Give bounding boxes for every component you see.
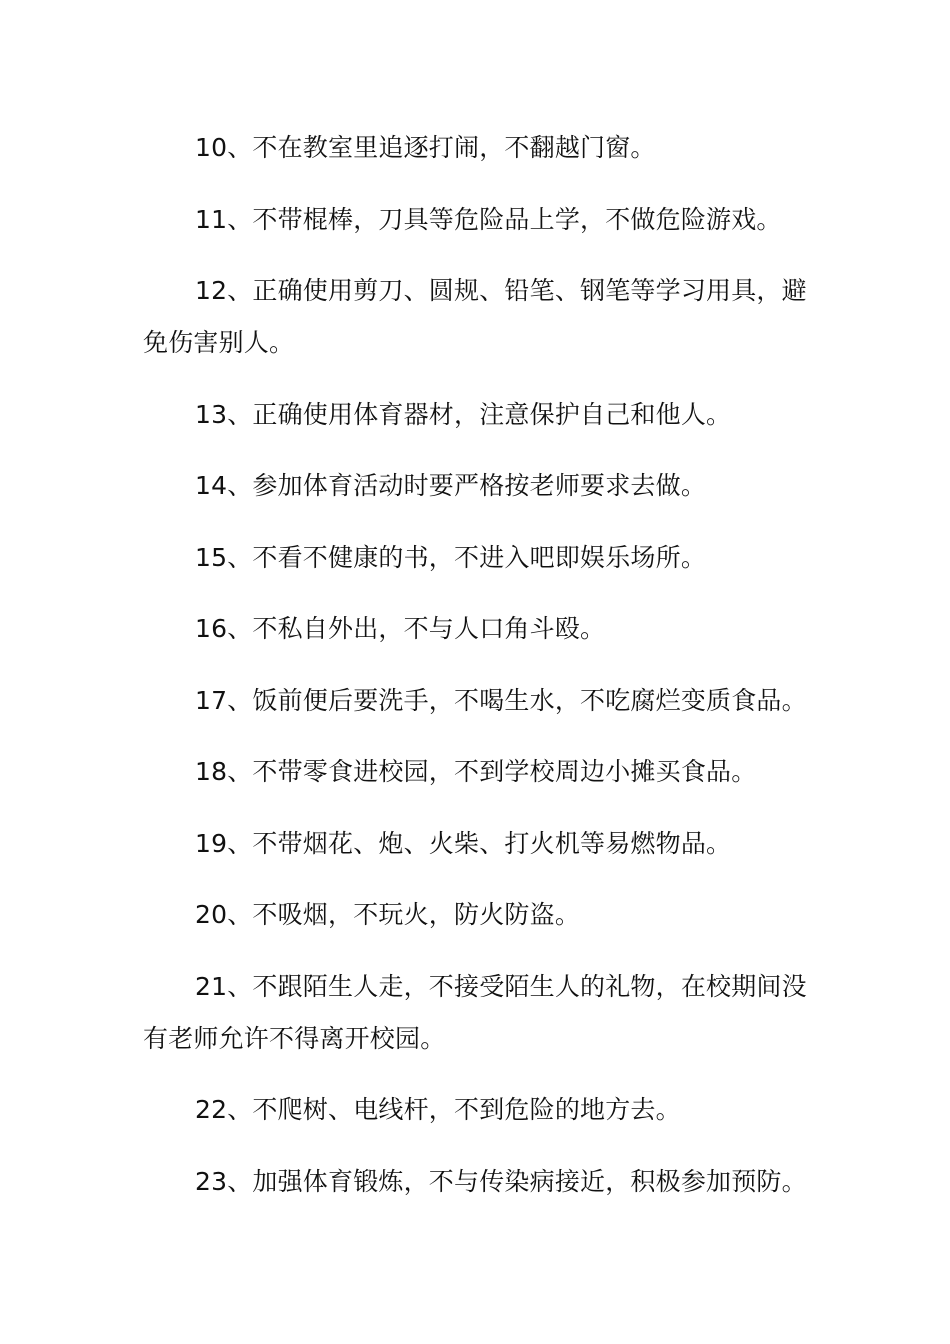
rule-paragraph-13: 13、正确使用体育器材，注意保护自己和他人。 (195, 399, 732, 429)
rule-paragraph-18: 18、不带零食进校园，不到学校周边小摊买食品。 (195, 757, 757, 786)
rule-paragraph-23: 23、加强体育锻炼，不与传染病接近，积极参加预防。 (195, 1166, 807, 1196)
rule-paragraph-19: 19、不带烟花、炮、火柴、打火机等易燃物品。 (195, 828, 732, 858)
document-body (143, 122, 823, 1227)
rule-paragraph-17: 17、饭前便后要洗手，不喝生水，不吃腐烂变质食品。 (195, 685, 807, 715)
rule-paragraph-10: 10、不在教室里追逐打闹，不翻越门窗。 (195, 133, 656, 162)
rule-paragraph-20: 20、不吸烟，不玩火，防火防盗。 (195, 900, 581, 929)
rule-paragraph-16: 16、不私自外出，不与人口角斗殴。 (195, 614, 606, 643)
rule-paragraph-14: 14、参加体育活动时要严格按老师要求去做。 (195, 471, 707, 500)
rule-paragraph-21: 21、不跟陌生人走，不接受陌生人的礼物，在校期间没有老师允许不得离开校园。 (143, 971, 807, 1053)
rule-paragraph-11: 11、不带棍棒，刀具等危险品上学，不做危险游戏。 (195, 204, 782, 234)
rule-paragraph-12: 12、正确使用剪刀、圆规、铅笔、钢笔等学习用具，避免伤害别人。 (143, 276, 807, 357)
rule-paragraph-15: 15、不看不健康的书，不进入吧即娱乐场所。 (195, 542, 707, 572)
rule-paragraph-22: 22、不爬树、电线杆，不到危险的地方去。 (195, 1095, 681, 1124)
